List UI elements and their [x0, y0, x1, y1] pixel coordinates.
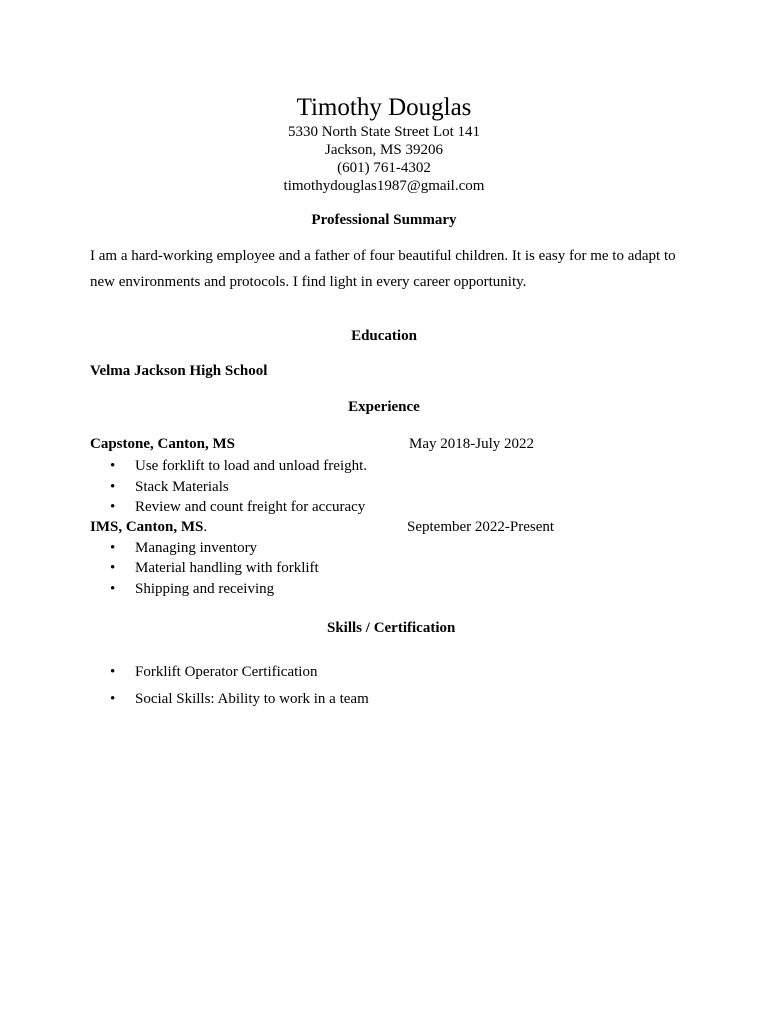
skills-heading: Skills / Certification [327, 620, 456, 636]
bullet-icon: • [110, 691, 116, 707]
candidate-name: Timothy Douglas [296, 94, 472, 121]
bullet-icon: • [110, 581, 116, 597]
school-name: Velma Jackson High School [90, 363, 268, 379]
phone-line: (601) 761-4302 [337, 160, 431, 176]
job-duty: Stack Materials [135, 479, 229, 495]
bullet-icon: • [110, 664, 116, 680]
job-duty: Shipping and receiving [135, 581, 275, 597]
job-duty: Use forklift to load and unload freight. [135, 458, 368, 474]
bullet-icon: • [110, 540, 116, 556]
city-line: Jackson, MS 39206 [325, 142, 443, 158]
experience-heading: Experience [348, 399, 420, 415]
job-employer-suffix: . [203, 519, 208, 535]
bullet-icon: • [110, 479, 116, 495]
job-duty: Material handling with forklift [135, 560, 319, 576]
bullet-icon: • [110, 458, 116, 474]
job-employer: IMS, Canton, MS [90, 519, 204, 535]
address-line: 5330 North State Street Lot 141 [287, 124, 481, 140]
job-dates: May 2018-July 2022 [409, 436, 534, 452]
job-dates: September 2022-Present [407, 519, 555, 535]
summary-heading: Professional Summary [311, 212, 457, 228]
education-heading: Education [351, 328, 417, 344]
bullet-icon: • [110, 560, 116, 576]
summary-text: I am a hard-working employee and a father of four beautiful children. It is easy for me to adapt to new environments and protocols. I find light in every career opportunity. [90, 248, 676, 290]
email-line: timothydouglas1987@gmail.com [283, 178, 485, 194]
job-employer-line [90, 519, 207, 536]
job-duty: Review and count freight for accuracy [135, 499, 366, 515]
skill-item: Forklift Operator Certification [135, 664, 318, 680]
skill-item: Social Skills: Ability to work in a team [135, 691, 369, 707]
job-employer: Capstone, Canton, MS [90, 436, 236, 452]
bullet-icon: • [110, 499, 116, 515]
job-duty: Managing inventory [135, 540, 258, 556]
